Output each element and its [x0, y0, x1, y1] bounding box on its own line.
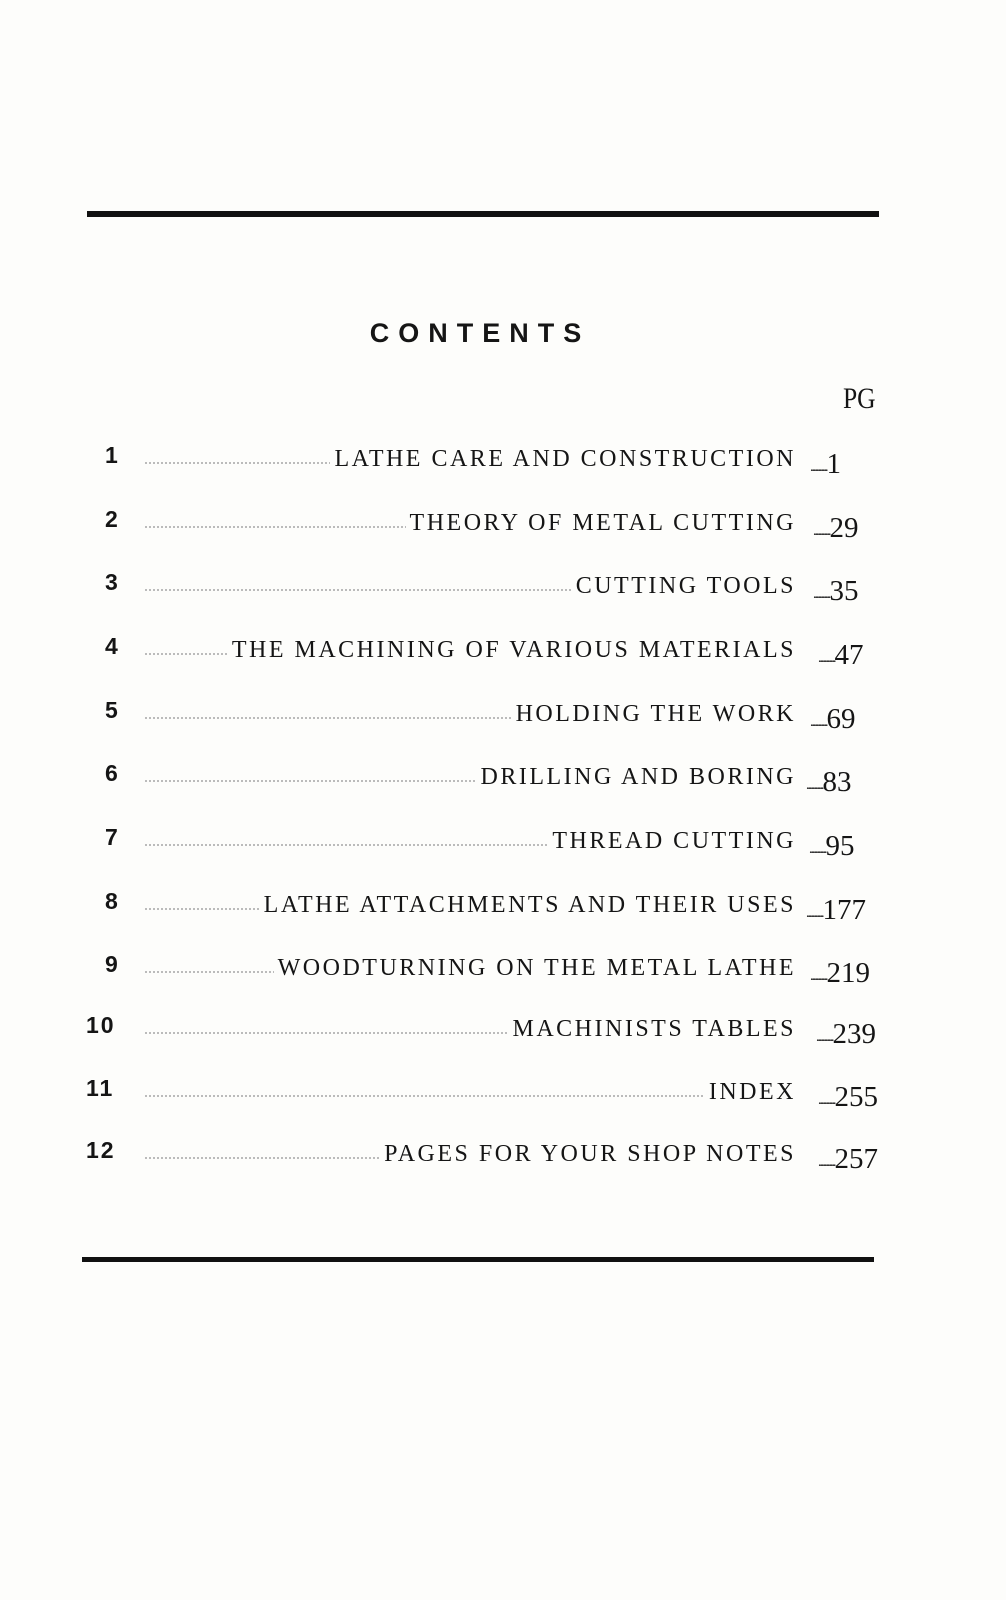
- chapter-title: INDEX: [705, 1079, 796, 1106]
- chapter-number: 11: [86, 1075, 115, 1101]
- chapter-title: DRILLING AND BORING: [477, 764, 796, 791]
- chapter-number: 3: [105, 569, 120, 595]
- bottom-rule: [82, 1257, 874, 1262]
- toc-entry: [0, 697, 1006, 737]
- chapter-number: 9: [105, 951, 120, 977]
- page-number: ...........1: [810, 448, 841, 480]
- page-number: ...........47: [818, 639, 864, 671]
- page-number: ...........69: [810, 703, 856, 735]
- chapter-title: THEORY OF METAL CUTTING: [406, 510, 796, 537]
- chapter-title: MACHINISTS TABLES: [509, 1016, 797, 1043]
- top-rule: [87, 211, 879, 217]
- toc-entry: [0, 1075, 1006, 1115]
- toc-entry: [0, 442, 1006, 482]
- chapter-number: 4: [105, 633, 120, 659]
- page-number: ...........35: [813, 575, 859, 607]
- chapter-title: PAGES FOR YOUR SHOP NOTES: [380, 1141, 796, 1168]
- toc-entry: [0, 633, 1006, 673]
- toc-entry: [0, 824, 1006, 864]
- chapter-title: LATHE CARE AND CONSTRUCTION: [330, 446, 796, 473]
- page-number: ...........177: [806, 894, 866, 926]
- page-column-header: PG: [843, 382, 876, 415]
- toc-entry: [0, 760, 1006, 800]
- chapter-title: HOLDING THE WORK: [512, 701, 796, 728]
- chapter-number: 7: [105, 824, 120, 850]
- chapter-title: THREAD CUTTING: [548, 828, 796, 855]
- dot-leader: [145, 1095, 795, 1097]
- page-title: CONTENTS: [369, 318, 591, 348]
- toc-entry: [0, 569, 1006, 609]
- chapter-title: WOODTURNING ON THE METAL LATHE: [274, 955, 796, 982]
- chapter-number: 8: [105, 888, 120, 914]
- chapter-title: THE MACHINING OF VARIOUS MATERIALS: [228, 637, 796, 664]
- page-number: ...........239: [816, 1018, 876, 1050]
- chapter-title: CUTTING TOOLS: [572, 573, 796, 600]
- chapter-number: 1: [105, 442, 120, 468]
- toc-entry: [0, 888, 1006, 928]
- page-number: ...........83: [806, 766, 852, 798]
- page-number: ...........219: [810, 957, 870, 989]
- chapter-number: 2: [105, 506, 120, 532]
- page-number: ...........257: [818, 1143, 878, 1175]
- chapter-number: 5: [105, 697, 120, 723]
- page-number: ...........255: [818, 1081, 878, 1113]
- chapter-number: 12: [86, 1137, 116, 1163]
- page-number: ...........95: [809, 830, 855, 862]
- toc-entry: [0, 1137, 1006, 1177]
- toc-entry: [0, 951, 1006, 991]
- toc-entry: [0, 506, 1006, 546]
- chapter-title: LATHE ATTACHMENTS AND THEIR USES: [260, 892, 796, 919]
- chapter-number: 10: [86, 1012, 116, 1038]
- page-number: ...........29: [813, 512, 859, 544]
- toc-entry: [0, 1012, 1006, 1052]
- chapter-number: 6: [105, 760, 120, 786]
